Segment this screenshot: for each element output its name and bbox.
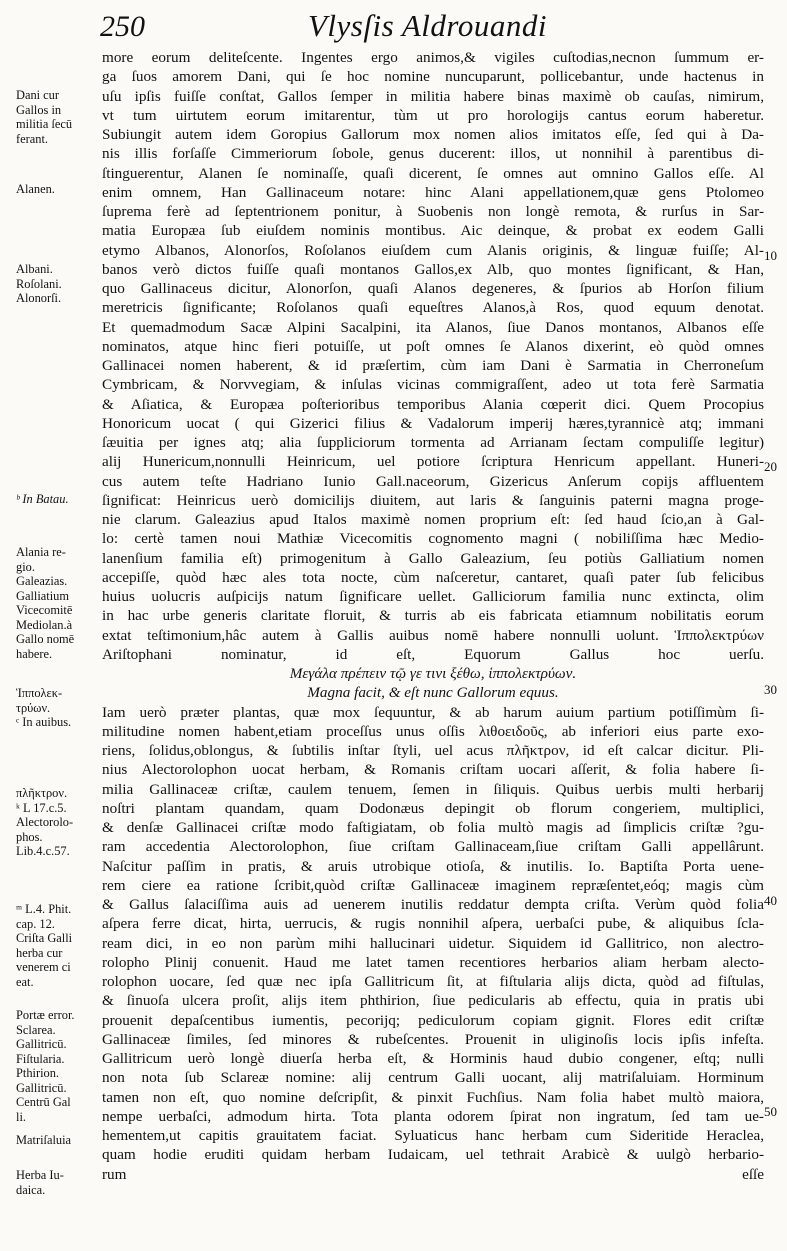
text-line: Iam uerò præter plantas, quæ mox ſequuntur, & ab harum auium partium potiſſimùm ſi- <box>102 703 764 721</box>
margin-note: Alania re- gio. Galeazias. Galliatium Vicecomitē Mediolan.à Gallo nomē habere. <box>16 545 75 661</box>
catchword-line <box>102 1184 764 1203</box>
text-line: Gallinacei nomen haberent, & id præſertim, cùm iam Dani è Sarmatia in Cherroneſum <box>102 357 764 374</box>
margin-note: ᵇ In Batau. <box>16 492 69 506</box>
text-line: enim omnem, Han Gallinaceum notare: hinc Alani appellationem,quæ gens Ptolomeo <box>102 183 764 201</box>
text-line: rolopho Plinij conuenit. Haud me latet tamen recentiores herbarios aliam herbam alecto- <box>102 953 764 971</box>
text-line: Subiungit autem idem Goropius Gallorum mox nomen alios imitatos eſſe, ſed qui à Da- <box>102 126 764 143</box>
text-line: hementem,ut capitis grauitatem faciat. Syluaticus hanc herbam cum Sideritide Heraclea, <box>102 1127 764 1144</box>
text-line: & ſinuoſa ulcera proſit, alijs item phthirion, ſiue pedicularis ab effectu, quia in pratis ubi <box>102 992 764 1010</box>
body-text <box>102 48 764 1203</box>
text-line: milia Gallinaceæ criſtæ, caulem tenuem, ſemen in ſiliquis. Quibus uerbis multi herbarij <box>102 780 764 798</box>
text-line: Gallitricum uerò longè diuerſa herba eſt, & Horminis haud dubio congener, eſtq; nulli <box>102 1050 764 1067</box>
margin-note: Dani cur Gallos in militia ſecū ferant. <box>16 88 73 146</box>
text-line: cus autem teſte Hadriano Iunio Gall.naceorum, Gizericus Anſerum copijs affluentem <box>102 472 764 490</box>
greek-verse: Μεγάλα πρέπειν τῷ γε τινι ξέθω, ἱππολεκτρύων. <box>289 665 577 682</box>
text-line: nie clarum. Galeazius apud Italos maximè nomen proprium eſt: ſed haud ſcio,an à Gal- <box>102 511 764 528</box>
text-line: lanenſium familia eſt) primogenitum à Gallo Galeazium, ſeu potiùs Galliatium nomen <box>102 549 764 567</box>
margin-note: Ἱππολεκ- τρύων. ᶜ In auibus. <box>16 686 72 729</box>
line-number: 20 <box>764 459 777 474</box>
text-line: extat teſtimonium,hâc autem à Gallis auibus nomē habere nonnulli uolunt. Ἱππολεκτρύων <box>102 626 764 644</box>
text-line: quo Gallinaceus dicitur, Alonorſon, quaſi Alanos degeneres, & ſpurios ab Horſon filium <box>102 280 764 297</box>
text-line: non nota ſub Sclareæ nomine: alij centrum Galli uocant, alij matriſaluiam. Horminum <box>102 1069 764 1087</box>
text-line: accepiſſe, quòd hæc ales tota nocte, cùm naſceretur, cantaret, quaſi pater ſub felicibus <box>102 568 764 586</box>
text-line: noſtri plantam quandam, quam Dodonæus depingit ob florum congeriem, multiplici, <box>102 799 764 817</box>
margin-note: Portæ error. Sclarea. Gallitricū. Fiſtularia. Pthirion. Gallitricū. Centrū Gal li. <box>16 1008 75 1124</box>
margin-note: Herba Iu- daica. <box>16 1168 64 1197</box>
text-line: prouenit depaſcentibus iumentis, pecorijq; pediculorum copiam gignit. Flores edit criſtæ <box>102 1011 764 1029</box>
page-header <box>0 6 787 48</box>
text-line: lo: certè tamen noui Mathiæ Vicecomitis cognomento magni ( nobiliſſima hæc Medio- <box>102 530 764 548</box>
text-line: rum eſſe <box>102 1165 764 1183</box>
text-line: more eorum deliteſcente. Ingentes ergo animos,& vigiles cuſtodias,necnon ſummum er- <box>102 49 764 66</box>
text-line: meretricis ſignificante; Roſolanos quaſi equeſtres Alanos,à Ros, quod equum denotat. <box>102 299 764 317</box>
text-line: riens, ſolidus,oblongus, & ſubtilis inſtar ſtyli, uel acus πλῆκτρον, id eſt calcar dicitur. Pli- <box>102 742 764 759</box>
text-line: militudine nomen habent,etiam proceſſus unus oſſis λιθοειδοῦς, ab inferiori eius parte exo- <box>102 722 764 740</box>
text-line: & denſæ Gallinacei criſtæ modo faſtigiatam, ob folia multò magis ad ſimplicis criſtæ ?gu- <box>102 819 764 836</box>
text-line: in hac urbe generis claritate floruit, & turris ab eis fabricata etiamnum nobilitatis eorum <box>102 607 764 625</box>
margin-note: πλῆκτρον. ᵏ L 17.c.5. Alectorolo- phos. Lib.4.c.57. <box>16 786 74 858</box>
text-line: etymo Albanos, Alonorſos, Roſolanos eiuſdem cum Alanis originis, & linguæ fuiſſe; Al- <box>102 241 764 259</box>
margin-note: Alanen. <box>16 182 55 196</box>
text-line: matia Europæa ſub eiuſdem nominis montibus. Aic deinque, & probat ex eodem Galli <box>102 222 764 240</box>
text-line: ſæuitia per ignes atq; alia ſuppliciorum tormenta ad Arrianam ſectam compuliſſe legitur) <box>102 434 764 451</box>
text-line: vt tum uirtutem eorum imitarentur, tùm ut pro horologijs cantus eorum haberetur. <box>102 106 764 124</box>
margin-note: Matriſaluia <box>16 1133 72 1147</box>
text-line: ga ſuos amorem Dani, qui ſe hoc nomine nuncuparunt, pollicebantur, unde hactenus in <box>102 68 764 86</box>
text-line: ream dici, in eo non parùm mihi hallucinari uidetur. Siquidem id Gallitrico, non alectro- <box>102 934 764 952</box>
margin-note: ᵐ L.4. Phit. cap. 12. Criſta Galli herba cur venerem ci eat. <box>16 902 73 989</box>
margin-note: Albani. Roſolani. Alonorſi. <box>16 262 62 305</box>
text-line: aſpera ferre dicat, hirta, uerrucis, & rugis nonnihil aſpera, uerbaſci pube, & aliquibus ſcla- <box>102 915 764 933</box>
text-line: Ariſtophani nominatur, id eſt, Equorum Gallus hoc uerſu. <box>102 645 764 663</box>
text-line: rem ciere ea ratione ſcribit,quòd criſtæ Gallinaceæ imaginem repræſentet,eóq; magis cùm <box>102 876 764 894</box>
verse-translation: Magna facit, & eſt nunc Gallorum equus. <box>307 684 559 702</box>
text-line: nis illis forſaſſe Cimmeriorum ſobole, genus ducerent: illos, ut nonnihil à parentibus di- <box>102 145 764 163</box>
text-line: quam hodie eruditi quidam herbam Iudaicam, uel tethrait Arabicè & uulgò herbario- <box>102 1146 764 1164</box>
page-number: 250 <box>100 10 145 43</box>
text-line: alij Hunericum,nonnulli Heinricum, uel potiore ſcriptura Henricum appellant. Huneri- <box>102 453 764 471</box>
line-number: 50 <box>764 1104 777 1119</box>
text-line: huius uolucris auſpicijs natum ſignificare uellet. Galliciorum familia nunc extincta, olim <box>102 588 764 605</box>
text-line: Et quemadmodum Sacæ Alpini Sacalpini, ita Alanos, ſiue Danos montanos, Albanos eſſe <box>102 318 764 336</box>
text-line: Naſcitur paſſim in pratis, & aruis utrobique otioſa, & inutilis. Io. Baptiſta Porta uene- <box>102 857 764 875</box>
text-line: ram accedentia Alectorolophon, ſiue criſtam Gallinaceam,ſiue criſtam Galli appellârunt. <box>102 838 764 856</box>
text-line: nempe uerbaſci, admodum hirta. Tota planta odorem ſpirat non ingratum, ſed tam ue- <box>102 1107 764 1125</box>
text-line: nominatos, atque hinc fieri potuiſſe, ut poſt omnes ſe Alanos dixerint, eò quòd omnes <box>102 337 764 355</box>
line-number: 40 <box>764 893 777 908</box>
running-head: Vlysſis Aldrouandi <box>308 8 547 43</box>
text-line: Cymbricam, & Norvvegiam, & inſulas vicinas commigraſſent, adeo ut tota ferè Sarmatia <box>102 376 764 394</box>
text-line: Honoricum uocat ( qui Gizerici filius & Vadalorum imperij hæres,tyrannicè atq; immani <box>102 414 764 432</box>
text-line: Gallinaceæ ſimiles, ſed minores & rubeſcentes. Prouenit in uliginoſis locis ipſis infeſta. <box>102 1030 764 1048</box>
text-line: ſignificat: Heinricus uerò domicilijs diuitem, aut laris & ſanguinis paterni magna proge- <box>102 491 764 509</box>
text-line: banos verò dictos fuiſſe quaſi montanos Gallos,ex Alb, quo montes ſignificant, & Han, <box>102 260 764 278</box>
text-line: uſu ipſis fuiſſe conſtat, Gallos ſemper in militia habere binas maximè ob cauſas, nimirum, <box>102 87 764 105</box>
text-line: tamen non eſt, quo nomine deſcripſit, & pinxit Fuchſius. Nam folia habet multò maiora, <box>102 1088 764 1106</box>
text-line: ſuprema ferè ad ſeptentrionem ponitur, à Suobenis non longè remota, & rurſus in Sar- <box>102 203 764 220</box>
line-number: 30 <box>764 682 777 697</box>
text-line: rolophon uocare, ſed quæ nec ipſa Gallitricum ſit, at fiſtularia alijs dicta, quòd ad fiſtulas, <box>102 973 764 990</box>
text-line: nius Alectorolophon uocat herbam, & Romanis criſtam uocari aſſerit, & folia habere ſi- <box>102 761 764 779</box>
text-line: ſtinguerentur, Alanen ſe nominaſſe, quaſi dicerent, ſe omnes aut omnino Gallos eſſe. Al <box>102 164 764 182</box>
text-line: & Aſiatica, & Europæa poſterioribus temporibus Alania cœperit dici. Quem Procopius <box>102 395 764 413</box>
text-line: & Gallus ſalaciſſima auis ad uenerem inutilis reddatur dempta criſta. Verùm quòd folia <box>102 896 764 913</box>
line-number: 10 <box>764 248 777 263</box>
